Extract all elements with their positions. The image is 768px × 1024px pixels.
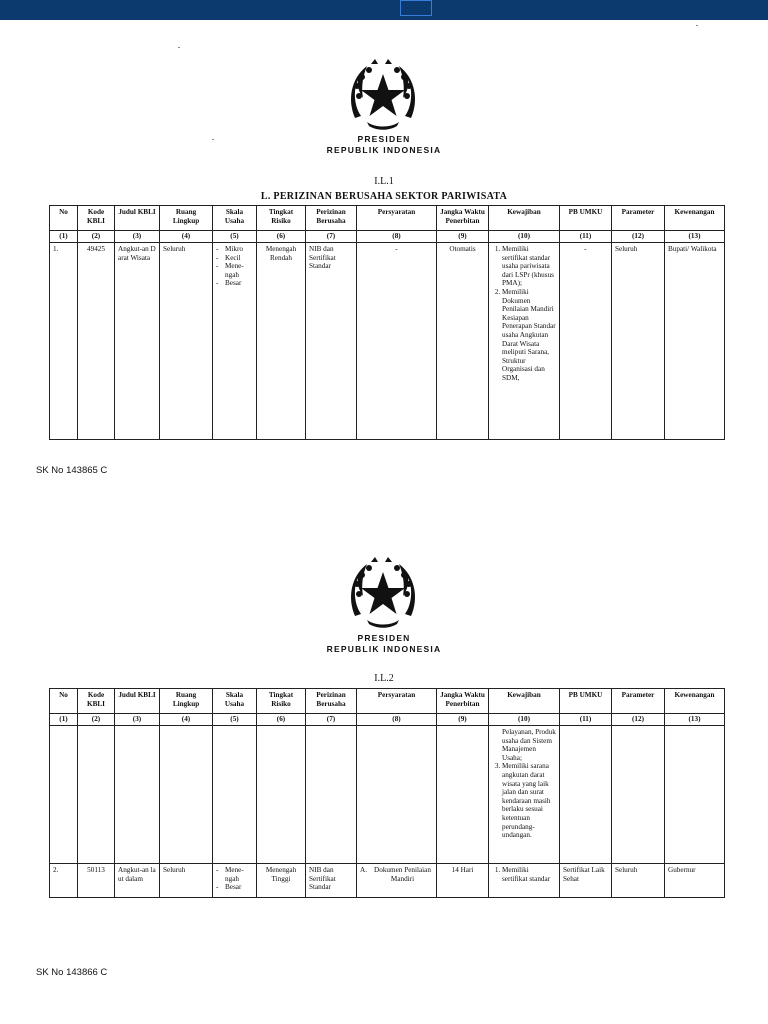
cell-parameter: Seluruh [612, 243, 665, 440]
column-number: (11) [560, 714, 612, 726]
empty-cell [50, 726, 78, 864]
cell-kewajiban [489, 243, 560, 440]
header-cell: Jangka Waktu Penerbitan [437, 689, 489, 714]
list-item: - Besar [216, 279, 253, 288]
presiden-heading: PRESIDEN [357, 633, 411, 643]
header-cell: Persyaratan [357, 206, 437, 231]
column-number: (5) [213, 231, 257, 243]
header-cell: PB UMKU [560, 206, 612, 231]
cell-skala-usaha [213, 864, 257, 898]
list-item: - Mikro [216, 245, 253, 254]
column-number: (11) [560, 231, 612, 243]
column-number: (12) [612, 714, 665, 726]
header-cell: Persyaratan [357, 689, 437, 714]
empty-cell [213, 726, 257, 864]
empty-cell [612, 726, 665, 864]
list-item: - Kecil [216, 254, 253, 263]
page-indicator[interactable] [400, 0, 432, 16]
list-item: - Besar [216, 883, 253, 892]
empty-cell [560, 726, 612, 864]
sk-number: SK No 143866 C [36, 967, 108, 978]
column-number: (1) [50, 714, 78, 726]
cell-pb-umku: Sertifikat Laik Sehat [560, 864, 612, 898]
header-cell: No [50, 206, 78, 231]
empty-cell [357, 726, 437, 864]
header-cell: PB UMKU [560, 689, 612, 714]
column-number: (12) [612, 231, 665, 243]
column-number: (10) [489, 231, 560, 243]
cell-ruang-lingkup: Seluruh [160, 864, 213, 898]
cell-kewajiban-continued [489, 726, 560, 864]
persyaratan-text: Dokumen Penilaian Mandiri [374, 866, 431, 883]
empty-cell [257, 726, 306, 864]
list-item: 3. Memiliki sarana angkutan darat wisata yang laik jalan dan surat kendaraan masih berlaku sesuai ketentuan perundang-undangan. [502, 762, 556, 839]
empty-cell [115, 726, 160, 864]
list-item: - Mene-ngah [216, 866, 253, 883]
header-cell: Perizinan Berusaha [306, 206, 357, 231]
cell-kewenangan: Gubernur [665, 864, 725, 898]
header-row [50, 689, 725, 714]
cell-no: 1. [50, 243, 78, 440]
header-cell: Kewajiban [489, 206, 560, 231]
column-number: (6) [257, 714, 306, 726]
cell-no: 2. [50, 864, 78, 898]
cell-kewajiban [489, 864, 560, 898]
header-cell: Ruang Lingkup [160, 206, 213, 231]
header-cell: No [50, 689, 78, 714]
header-cell: Parameter [612, 206, 665, 231]
cell-parameter: Seluruh [612, 864, 665, 898]
header-cell: Tingkat Risiko [257, 689, 306, 714]
header-cell: Tingkat Risiko [257, 206, 306, 231]
column-number: (7) [306, 714, 357, 726]
cell-persyaratan: - [357, 243, 437, 440]
list-item: 1. Memiliki sertifikat standar [502, 866, 556, 883]
column-number: (8) [357, 714, 437, 726]
column-number-row [50, 231, 725, 243]
column-number: (10) [489, 714, 560, 726]
sk-number: SK No 143865 C [36, 465, 108, 476]
column-number: (13) [665, 714, 725, 726]
header-cell: Kewenangan [665, 689, 725, 714]
table-row [50, 243, 725, 440]
viewer-toolbar [0, 0, 768, 20]
garuda-emblem-icon [345, 556, 421, 632]
column-number: (8) [357, 231, 437, 243]
cell-jangka-waktu: 14 Hari [437, 864, 489, 898]
cell-jangka-waktu: Otomatis [437, 243, 489, 440]
list-marker: A. [360, 866, 367, 874]
cell-pb-umku: - [560, 243, 612, 440]
column-number: (4) [160, 714, 213, 726]
header-cell: Judul KBLI [115, 206, 160, 231]
presiden-heading: PRESIDEN [357, 134, 411, 144]
table-row-continued [50, 726, 725, 864]
header-cell: Skala Usaha [213, 206, 257, 231]
cell-perizinan: NIB dan Sertifikat Standar [306, 243, 357, 440]
cell-persyaratan [357, 864, 437, 898]
garuda-emblem-icon [345, 58, 421, 134]
cell-ruang-lingkup: Seluruh [160, 243, 213, 440]
column-number-row [50, 714, 725, 726]
license-table-1 [49, 205, 725, 440]
cell-kode-kbli: 50113 [78, 864, 115, 898]
cell-kode-kbli: 49425 [78, 243, 115, 440]
cell-tingkat-risiko: Menengah Tinggi [257, 864, 306, 898]
column-number: (3) [115, 714, 160, 726]
empty-cell [437, 726, 489, 864]
header-cell: Skala Usaha [213, 689, 257, 714]
table-row [50, 864, 725, 898]
cell-skala-usaha [213, 243, 257, 440]
column-number: (13) [665, 231, 725, 243]
header-cell: Ruang Lingkup [160, 689, 213, 714]
column-number: (9) [437, 231, 489, 243]
empty-cell [306, 726, 357, 864]
section-code: I.L.1 [374, 176, 394, 187]
header-cell: Kewajiban [489, 689, 560, 714]
header-cell: Parameter [612, 689, 665, 714]
list-item: 2. Memiliki Dokumen Penilaian Mandiri Kesiapan Penerapan Standar usaha Angkutan Darat Wisata meliputi Sarana, Struktur Organisasi dan SDM, [502, 288, 556, 383]
column-number: (7) [306, 231, 357, 243]
continued-text: Pelayanan, Produk usaha dan Sistem Manajemen Usaha; [502, 728, 556, 762]
section-code: I.L.2 [374, 673, 394, 684]
header-row [50, 206, 725, 231]
column-number: (2) [78, 714, 115, 726]
empty-cell [160, 726, 213, 864]
column-number: (6) [257, 231, 306, 243]
header-cell: Kewenangan [665, 206, 725, 231]
column-number: (1) [50, 231, 78, 243]
header-cell: Kode KBLI [78, 206, 115, 231]
cell-kewenangan: Bupati/ Walikota [665, 243, 725, 440]
column-number: (9) [437, 714, 489, 726]
column-number: (4) [160, 231, 213, 243]
header-cell: Kode KBLI [78, 689, 115, 714]
republik-heading: REPUBLIK INDONESIA [326, 644, 442, 654]
column-number: (5) [213, 714, 257, 726]
cell-judul-kbli: Angkut-an laut dalam [115, 864, 160, 898]
header-cell: Judul KBLI [115, 689, 160, 714]
cell-tingkat-risiko: Menengah Rendah [257, 243, 306, 440]
republik-heading: REPUBLIK INDONESIA [326, 145, 442, 155]
header-cell: Perizinan Berusaha [306, 689, 357, 714]
cell-judul-kbli: Angkut-an Darat Wisata [115, 243, 160, 440]
header-cell: Jangka Waktu Penerbitan [437, 206, 489, 231]
column-number: (2) [78, 231, 115, 243]
list-item: - Mene-ngah [216, 262, 253, 279]
empty-cell [78, 726, 115, 864]
list-item: 1. Memiliki sertifikat standar usaha pariwisata dari LSPr (khusus PMA); [502, 245, 556, 288]
license-table-2 [49, 688, 725, 898]
cell-perizinan: NIB dan Sertifikat Standar [306, 864, 357, 898]
column-number: (3) [115, 231, 160, 243]
empty-cell [665, 726, 725, 864]
document-title: L. PERIZINAN BERUSAHA SEKTOR PARIWISATA [260, 191, 508, 202]
